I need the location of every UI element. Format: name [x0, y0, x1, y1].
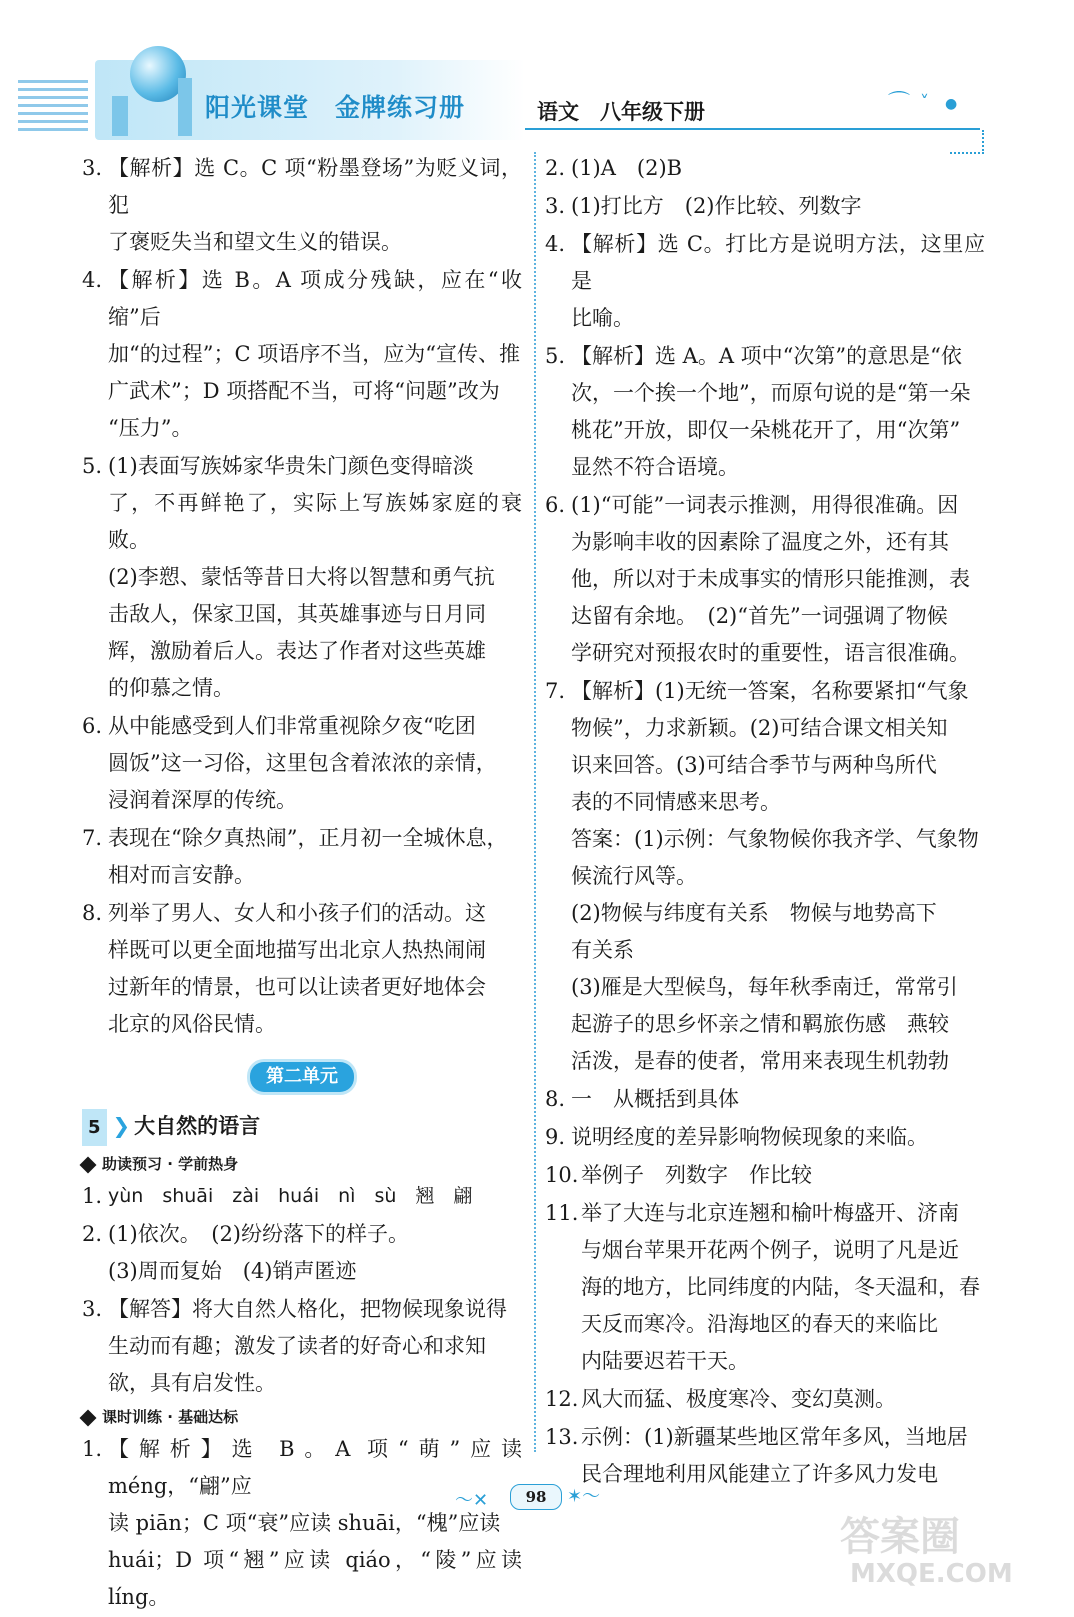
answer-item: 9. 说明经度的差异影响物候现象的来临。 — [545, 1119, 985, 1156]
answer-line: 举了大连与北京连翘和榆叶梅盛开、济南 — [581, 1201, 959, 1225]
section-heading-text: 课时训练 · 基础达标 — [102, 1408, 239, 1426]
answer-line: 了，不再鲜艳了，实际上写族姊家庭的衰败。 — [108, 491, 522, 552]
watermark-logo — [830, 1500, 1050, 1590]
answer-line: “压力”。 — [108, 416, 193, 440]
answer-line: (1)A (2)B — [571, 156, 683, 180]
answer-line: 物候”，力求新颖。(2)可结合课文相关知 — [571, 716, 948, 740]
answer-line: (1)“可能”一词表示推测，用得很准确。因 — [571, 493, 959, 517]
answer-line: 广武术”；D 项搭配不当，可将“问题”改为 — [108, 379, 500, 403]
answer-line: 有关系 — [571, 938, 634, 962]
answer-line: 欲，具有启发性。 — [108, 1371, 276, 1395]
answer-line: (3)周而复始 (4)销声匿迹 — [108, 1259, 357, 1283]
answer-line: 的仰慕之情。 — [108, 676, 234, 700]
answer-line: 【解析】选 A。A 项中“次第”的意思是“依 — [571, 344, 962, 368]
diamond-icon — [80, 1409, 97, 1426]
answer-line: 表的不同情感来思考。 — [571, 790, 781, 814]
answer-line: 达留有余地。 (2)“首先”一词强调了物候 — [571, 604, 948, 628]
right-column — [545, 150, 985, 1494]
answer-line: 加“的过程”；C 项语序不当，应为“宣传、推 — [108, 342, 520, 366]
answer-line: 风大而猛、极度寒冷、变幻莫测。 — [581, 1387, 896, 1411]
page-header — [0, 0, 1074, 150]
answer-line: 圆饭”这一习俗，这里包含着浓浓的亲情， — [108, 751, 497, 775]
answer-item: 13. 示例：(1)新疆某些地区常年多风，当地居 民合理地利用风能建立了许多风力发电 — [545, 1419, 985, 1493]
building-icon — [112, 96, 128, 136]
answer-line: 答案：(1)示例：气象物候你我齐学、气象物 — [571, 827, 979, 851]
answer-item: 3. (1)打比方 (2)作比较、列数字 — [545, 188, 985, 225]
answer-line: 相对而言安静。 — [108, 863, 255, 887]
lesson-name: 大自然的语言 — [134, 1114, 261, 1138]
answer-line: 内陆要迟若干天。 — [581, 1349, 749, 1373]
column-divider — [534, 152, 536, 1452]
answer-line: 读 piān；C 项“衰”应读 shuāi，“槐”应读 — [108, 1511, 501, 1535]
answer-item: 5. (1)表面写族姊家华贵朱门颜色变得暗淡 了，不再鲜艳了，实际上写族姊家庭的衰败。 (2)李愬、蒙恬等昔日大将以智慧和勇气抗 击敌人，保家卫国，其英雄事迹与日月同 辉，激励着后人。表达了作者对这些英雄 的仰慕之情。 — [82, 448, 522, 707]
answer-line: 辉，激励着后人。表达了作者对这些英雄 — [108, 639, 486, 663]
section-heading — [82, 1403, 522, 1431]
svg-text:MXQE.COM: MXQE.COM — [850, 1559, 1013, 1589]
answer-line: 样既可以更全面地描写出北京人热热闹闹 — [108, 938, 486, 962]
answer-line: 示例：(1)新疆某些地区常年多风，当地居 — [581, 1425, 968, 1449]
answer-line: 浸润着深厚的传统。 — [108, 788, 297, 812]
answer-line: (1)表面写族姊家华贵朱门颜色变得暗淡 — [108, 454, 474, 478]
answer-line: 【解析】选 B。A 项成分残缺，应在“收缩”后 — [108, 268, 522, 329]
answer-line: 击敌人，保家卫国，其英雄事迹与日月同 — [108, 602, 486, 626]
answer-line: 说明经度的差异影响物候现象的来临。 — [571, 1125, 928, 1149]
svg-text:答案圈: 答案圈 — [840, 1514, 960, 1560]
answer-line: (3)雁是大型候鸟，每年秋季南迁，常常引 — [571, 975, 958, 999]
answer-line: (2)李愬、蒙恬等昔日大将以智慧和勇气抗 — [108, 565, 495, 589]
tower-icon — [178, 78, 192, 136]
answer-item: 7. 【解析】(1)无统一答案，名称要紧扣“气象 物候”，力求新颖。(2)可结合课文相关知 识来回答。(3)可结合季节与两种鸟所代 表的不同情感来思考。 答案：(1)示例：气象物候你我齐学、气象物 候流行风等。 (2)物候与纬度有关系 物候与地势高下 有关系 (3)雁是大型候鸟，每年秋季南迁，常常引 起游子的思乡怀亲之情和羁旅伤感 燕较 活泼，是春的使者，常用来表现生机勃勃 — [545, 673, 985, 1080]
answer-line: 比喻。 — [571, 306, 634, 330]
answer-item: 6. (1)“可能”一词表示推测，用得很准确。因 为影响丰收的因素除了温度之外，还有其 他，所以对于未成事实的情形只能推测，表 达留有余地。 (2)“首先”一词强调了物候 学研究对预报农时的重要性，语言很准确。 — [545, 487, 985, 672]
answer-item: 2. (1)依次。 (2)纷纷落下的样子。 (3)周而复始 (4)销声匿迹 — [82, 1216, 522, 1290]
answer-line: 【解析】选 C。打比方是说明方法，这里应是 — [571, 232, 985, 293]
section-heading-text: 助读预习 · 学前热身 — [102, 1155, 239, 1173]
answer-line: 与烟台苹果开花两个例子，说明了凡是近 — [581, 1238, 959, 1262]
answer-line: (2)物候与纬度有关系 物候与地势高下 — [571, 901, 937, 925]
answer-item: 3. 【解答】将大自然人格化，把物候现象说得 生动而有趣；激发了读者的好奇心和求知 欲，具有启发性。 — [82, 1291, 522, 1402]
bird-icon: ⌒ — [888, 91, 911, 116]
answer-line: 次，一个挨一个地”，而原句说的是“第一朵 — [571, 381, 971, 405]
answer-line: 桃花”开放，即仅一朵桃花开了，用“次第” — [571, 418, 961, 442]
answer-line: 从中能感受到人们非常重视除夕夜“吃团 — [108, 714, 476, 738]
answer-item: 6. 从中能感受到人们非常重视除夕夜“吃团 圆饭”这一习俗，这里包含着浓浓的亲情， 浸润着深厚的传统。 — [82, 708, 522, 819]
answer-line: 【解析】选 C。C 项“粉墨登场”为贬义词，犯 — [108, 156, 522, 217]
answer-line: 活泼，是春的使者，常用来表现生机勃勃 — [571, 1049, 949, 1073]
answer-line: 北京的风俗民情。 — [108, 1012, 276, 1036]
answer-line: 一 从概括到具体 — [571, 1087, 739, 1111]
star-icon: ✶～ — [567, 1486, 601, 1507]
answer-item: 1. 【解析】选 B。A 项“萌”应读 méng，“翩”应 读 piān；C 项“衰”应读 shuāi，“槐”应读 huái；D 项“翘”应读 qiáo，“陵”应读 líng。 — [82, 1431, 522, 1616]
answer-line: 显然不符合语境。 — [571, 455, 739, 479]
answer-line: (1)打比方 (2)作比较、列数字 — [571, 194, 862, 218]
answer-line: 识来回答。(3)可结合季节与两种鸟所代 — [571, 753, 937, 777]
answer-item: 3. 【解析】选 C。C 项“粉墨登场”为贬义词，犯 了褒贬失当和望文生义的错误。 — [82, 150, 522, 261]
answer-line: (1)依次。 (2)纷纷落下的样子。 — [108, 1222, 409, 1246]
brand-title: 阳光课堂 金牌练习册 — [205, 93, 466, 122]
answer-item: 12. 风大而猛、极度寒冷、变幻莫测。 — [545, 1381, 985, 1418]
answer-item: 8. 列举了男人、女人和小孩子们的活动。这 样既可以更全面地描写出北京人热热闹闹 过新年的情景，也可以让读者更好地体会 北京的风俗民情。 — [82, 895, 522, 1043]
answer-line: 候流行风等。 — [571, 864, 697, 888]
header-rule — [525, 128, 980, 130]
chevron-right-icon: ❯ — [112, 1114, 131, 1138]
answer-item: 1. yùn shuāi zài huái nì sù 翘 翩 — [82, 1178, 522, 1215]
bird-icon: ˅ — [920, 92, 929, 113]
unit-banner-row — [82, 1057, 522, 1094]
answer-line: 了褒贬失当和望文生义的错误。 — [108, 230, 402, 254]
answer-line: 【解析】(1)无统一答案，名称要紧扣“气象 — [571, 679, 969, 703]
diamond-icon — [80, 1156, 97, 1173]
answer-line: 民合理地利用风能建立了许多风力发电 — [581, 1462, 938, 1486]
subject-title: 语文 八年级下册 — [537, 100, 705, 124]
page-footer — [455, 1478, 615, 1518]
answer-item: 5. 【解析】选 A。A 项中“次第”的意思是“依 次，一个挨一个地”，而原句说的是“第一朵 桃花”开放，即仅一朵桃花开了，用“次第” 显然不符合语境。 — [545, 338, 985, 486]
answer-line: huái；D 项“翘”应读 qiáo，“陵”应读 líng。 — [108, 1548, 522, 1609]
answer-line: 【解答】将大自然人格化，把物候现象说得 — [108, 1297, 507, 1321]
answer-item: 8. 一 从概括到具体 — [545, 1081, 985, 1118]
answer-line: 【解析】选 B。A 项“萌”应读 méng，“翩”应 — [108, 1437, 522, 1498]
unit-banner: 第二单元 — [250, 1062, 354, 1092]
dot-icon: ● — [945, 96, 958, 112]
answer-line: 他，所以对于未成事实的情形只能推测，表 — [571, 567, 970, 591]
answer-item: 2. (1)A (2)B — [545, 150, 985, 187]
answer-line: 为影响丰收的因素除了温度之外，还有其 — [571, 530, 949, 554]
lesson-title — [82, 1108, 522, 1146]
answer-line: 举例子 列数字 作比较 — [581, 1163, 812, 1187]
answer-line: yùn shuāi zài huái nì sù 翘 翩 — [108, 1185, 473, 1207]
lesson-number: 5 — [82, 1109, 107, 1146]
wave-icon: ～✕ — [455, 1490, 489, 1511]
answer-item: 4. 【解析】选 C。打比方是说明方法，这里应是 比喻。 — [545, 226, 985, 337]
answer-item: 11. 举了大连与北京连翘和榆叶梅盛开、济南 与烟台苹果开花两个例子，说明了凡是近 海的地方，比同纬度的内陆，冬天温和，春 天反而寒冷。沿海地区的春天的来临比 内陆要迟若干天。 — [545, 1195, 985, 1380]
section-heading — [82, 1150, 522, 1178]
left-column — [82, 150, 522, 1617]
answer-line: 生动而有趣；激发了读者的好奇心和求知 — [108, 1334, 486, 1358]
answer-line: 天反而寒冷。沿海地区的春天的来临比 — [581, 1312, 938, 1336]
answer-line: 表现在“除夕真热闹”，正月初一全城休息， — [108, 826, 508, 850]
header-stripes — [18, 80, 88, 136]
answer-item: 7. 表现在“除夕真热闹”，正月初一全城休息， 相对而言安静。 — [82, 820, 522, 894]
answer-line: 学研究对预报农时的重要性，语言很准确。 — [571, 641, 970, 665]
answer-item: 10. 举例子 列数字 作比较 — [545, 1157, 985, 1194]
answer-item: 4. 【解析】选 B。A 项成分残缺，应在“收缩”后 加“的过程”；C 项语序不当，应为“宣传、推 广武术”；D 项搭配不当，可将“问题”改为 “压力”。 — [82, 262, 522, 447]
answer-line: 起游子的思乡怀亲之情和羁旅伤感 燕较 — [571, 1012, 949, 1036]
answer-line: 海的地方，比同纬度的内陆，冬天温和，春 — [581, 1275, 980, 1299]
answer-line: 过新年的情景，也可以让读者更好地体会 — [108, 975, 486, 999]
answer-line: 列举了男人、女人和小孩子们的活动。这 — [108, 901, 486, 925]
page-number: 98 — [510, 1484, 562, 1510]
